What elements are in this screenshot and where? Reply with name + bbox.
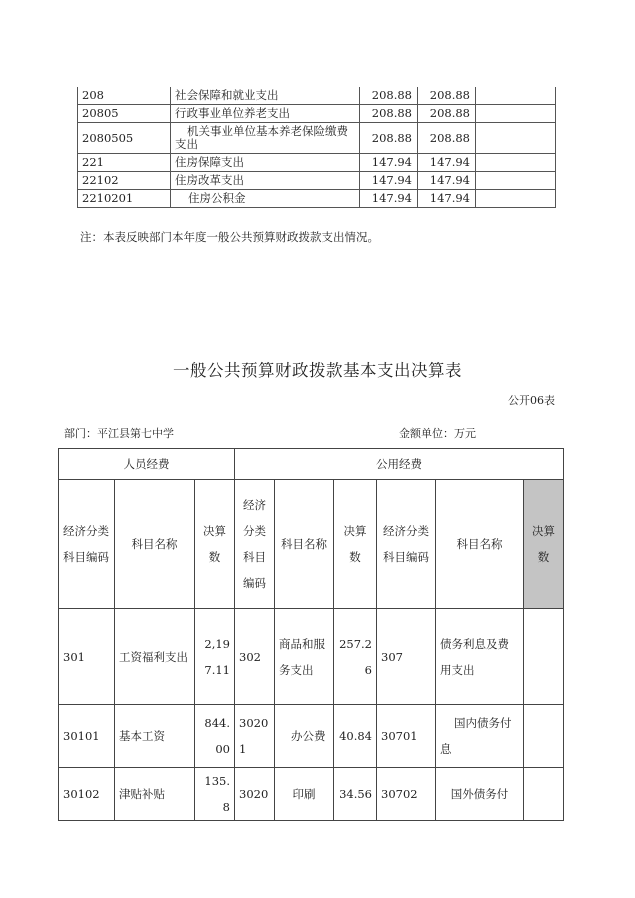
code-cell: 2080505 xyxy=(78,123,171,154)
upper-expenditure-table xyxy=(77,87,556,208)
amount-cell xyxy=(476,190,556,208)
amount-cell: 208.88 xyxy=(418,105,476,123)
table-row xyxy=(78,123,556,154)
unit-label: 金额单位：万元 xyxy=(399,427,476,440)
header-g2-amount: 决算数 xyxy=(524,480,564,609)
p-name-cell: 工资福利支出 xyxy=(115,609,195,705)
amount-cell xyxy=(476,105,556,123)
table-row xyxy=(78,190,556,208)
g2-name-cell: 国内债务付息 xyxy=(436,705,524,768)
table-row xyxy=(78,172,556,190)
p-name-cell: 津贴补贴 xyxy=(115,768,195,821)
table-row xyxy=(59,768,564,821)
amount-cell xyxy=(476,87,556,105)
table-row xyxy=(78,105,556,123)
name-cell: 住房保障支出 xyxy=(171,154,360,172)
code-cell: 208 xyxy=(78,87,171,105)
table-row xyxy=(59,609,564,705)
basic-expenditure-table xyxy=(58,448,564,821)
header-p-code: 经济分类科目编码 xyxy=(59,480,115,609)
code-cell: 22102 xyxy=(78,172,171,190)
header-p-name: 科目名称 xyxy=(115,480,195,609)
g2-code-cell: 30702 xyxy=(377,768,436,821)
column-header-row xyxy=(59,480,564,609)
name-cell: 社会保障和就业支出 xyxy=(171,87,360,105)
table-code-label: 公开06表 xyxy=(508,394,555,407)
name-cell: 住房公积金 xyxy=(171,190,360,208)
header-g2-name: 科目名称 xyxy=(436,480,524,609)
header-g1-name: 科目名称 xyxy=(275,480,334,609)
g1-amount-cell: 34.56 xyxy=(334,768,377,821)
amount-cell xyxy=(476,172,556,190)
g2-name-cell: 国外债务付 xyxy=(436,768,524,821)
table-row xyxy=(59,705,564,768)
p-code-cell: 30101 xyxy=(59,705,115,768)
code-cell: 221 xyxy=(78,154,171,172)
g2-amount-cell xyxy=(524,609,564,705)
name-cell: 住房改革支出 xyxy=(171,172,360,190)
group-header-row xyxy=(59,449,564,480)
group-public-header: 公用经费 xyxy=(235,449,564,480)
header-g1-code: 经济分类科目编码 xyxy=(235,480,275,609)
amount-cell: 147.94 xyxy=(360,190,418,208)
header-g1-amount: 决算数 xyxy=(334,480,377,609)
amount-cell xyxy=(476,154,556,172)
code-cell: 2210201 xyxy=(78,190,171,208)
name-cell: 机关事业单位基本养老保险缴费支出 xyxy=(171,123,360,154)
amount-cell: 147.94 xyxy=(418,154,476,172)
header-g2-code: 经济分类科目编码 xyxy=(377,480,436,609)
g1-code-cell: 30201 xyxy=(235,705,275,768)
g2-amount-cell xyxy=(524,768,564,821)
amount-cell: 147.94 xyxy=(418,190,476,208)
g1-amount-cell: 40.84 xyxy=(334,705,377,768)
code-cell: 20805 xyxy=(78,105,171,123)
amount-cell: 147.94 xyxy=(360,154,418,172)
table-row xyxy=(78,154,556,172)
p-amount-cell: 844.00 xyxy=(195,705,235,768)
g1-code-cell: 302 xyxy=(235,609,275,705)
g1-code-cell: 3020 xyxy=(235,768,275,821)
g2-code-cell: 307 xyxy=(377,609,436,705)
p-code-cell: 301 xyxy=(59,609,115,705)
g2-amount-cell xyxy=(524,705,564,768)
p-amount-cell: 2,197.11 xyxy=(195,609,235,705)
amount-cell: 208.88 xyxy=(360,123,418,154)
amount-cell: 208.88 xyxy=(360,105,418,123)
page-title: 一般公共预算财政拨款基本支出决算表 xyxy=(173,361,462,380)
amount-cell: 208.88 xyxy=(360,87,418,105)
g1-name-cell: 印刷 xyxy=(275,768,334,821)
amount-cell: 208.88 xyxy=(418,123,476,154)
g2-name-cell: 债务利息及费用支出 xyxy=(436,609,524,705)
amount-cell: 147.94 xyxy=(360,172,418,190)
amount-cell: 147.94 xyxy=(418,172,476,190)
amount-cell xyxy=(476,123,556,154)
p-name-cell: 基本工资 xyxy=(115,705,195,768)
g1-name-cell: 办公费 xyxy=(275,705,334,768)
name-cell: 行政事业单位养老支出 xyxy=(171,105,360,123)
p-amount-cell: 135.8 xyxy=(195,768,235,821)
g2-code-cell: 30701 xyxy=(377,705,436,768)
g1-amount-cell: 257.26 xyxy=(334,609,377,705)
header-p-amount: 决算数 xyxy=(195,480,235,609)
p-code-cell: 30102 xyxy=(59,768,115,821)
amount-cell: 208.88 xyxy=(418,87,476,105)
table-row xyxy=(78,87,556,105)
g1-name-cell: 商品和服务支出 xyxy=(275,609,334,705)
department-label: 部门：平江县第七中学 xyxy=(64,427,174,440)
table-note: 注：本表反映部门本年度一般公共预算财政拨款支出情况。 xyxy=(80,230,379,244)
group-personnel-header: 人员经费 xyxy=(59,449,235,480)
